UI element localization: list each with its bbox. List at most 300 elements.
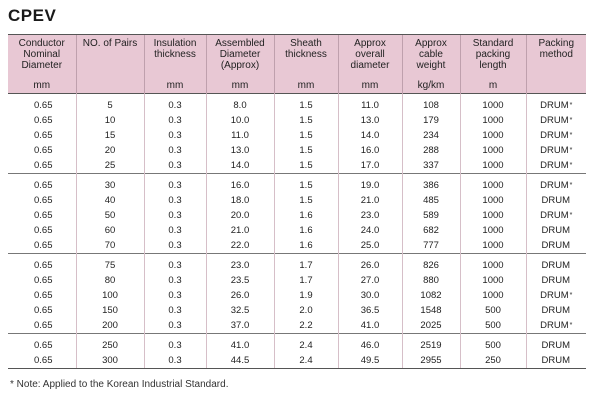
- cell-value: 25: [104, 160, 116, 171]
- table-cell: [526, 143, 586, 158]
- table-cell: [460, 318, 526, 334]
- cell-value: 1.9: [299, 290, 313, 301]
- table-cell: [144, 238, 206, 254]
- cell-value: 500: [485, 340, 501, 351]
- cell-value: 0.3: [168, 100, 182, 111]
- table-cell: [338, 353, 402, 368]
- column-header: Conductor Nominal Diameter: [8, 35, 76, 77]
- table-cell: [206, 208, 274, 223]
- cell-value: 179: [423, 115, 439, 126]
- cell-value: 485: [423, 195, 439, 206]
- table-cell: [206, 128, 274, 143]
- table-cell: [8, 143, 76, 158]
- cell-value: 386: [423, 180, 439, 191]
- cell-value: 13.0: [360, 115, 380, 126]
- cell-value: 1000: [482, 225, 504, 236]
- table-cell: [526, 174, 586, 194]
- header-label-row: [8, 35, 586, 77]
- cell-value: DRUM: [540, 115, 569, 126]
- cell-value: 826: [423, 260, 439, 271]
- cell-value: 2.4: [299, 340, 313, 351]
- table-row: [8, 353, 586, 368]
- page-title: CPEV: [8, 6, 57, 25]
- cell-value: 1000: [482, 195, 504, 206]
- cell-value: 5: [107, 100, 113, 111]
- table-cell: [206, 273, 274, 288]
- table-cell: [402, 223, 460, 238]
- table-cell: [206, 94, 274, 114]
- table-cell: [338, 158, 402, 174]
- table-cell: [144, 143, 206, 158]
- table-row: [8, 273, 586, 288]
- table-cell: [8, 353, 76, 368]
- table-cell: [526, 353, 586, 368]
- table-cell: [274, 128, 338, 143]
- table-cell: [338, 254, 402, 274]
- cell-value: DRUM: [541, 275, 570, 286]
- cable-spec-table: [8, 35, 586, 368]
- table-cell: [8, 193, 76, 208]
- table-cell: [206, 193, 274, 208]
- standard-marker: *: [569, 132, 573, 139]
- column-header: Assembled Diameter (Approx): [206, 35, 274, 77]
- cell-value: 24.0: [360, 225, 380, 236]
- header-unit-row: [8, 77, 586, 94]
- cell-value: 0.65: [34, 290, 53, 301]
- table-cell: [402, 334, 460, 354]
- table-cell: [338, 273, 402, 288]
- standard-marker: *: [569, 162, 573, 169]
- cell-value: 200: [102, 320, 118, 331]
- table-cell: [144, 94, 206, 114]
- cell-value: 500: [485, 305, 501, 316]
- cell-value: 0.65: [34, 160, 53, 171]
- table-cell: [526, 254, 586, 274]
- table-cell: [144, 113, 206, 128]
- table-cell: [8, 174, 76, 194]
- cell-value: 1.5: [299, 115, 313, 126]
- column-header: Approx overall diameter: [338, 35, 402, 77]
- table-cell: [144, 273, 206, 288]
- cell-value: 20: [104, 145, 116, 156]
- column-unit: kg/km: [402, 77, 460, 94]
- table-cell: [460, 113, 526, 128]
- cell-value: DRUM: [541, 305, 570, 316]
- column-header: Packing method: [526, 35, 586, 77]
- cell-value: 0.3: [168, 290, 182, 301]
- cell-value: 0.65: [34, 210, 53, 221]
- cell-value: 1000: [482, 145, 504, 156]
- table-cell: [206, 318, 274, 334]
- cell-value: 100: [102, 290, 118, 301]
- cell-value: 1000: [482, 290, 504, 301]
- cell-value: 1.6: [299, 225, 313, 236]
- table-row: [8, 303, 586, 318]
- cell-value: 16.0: [360, 145, 380, 156]
- table-cell: [274, 113, 338, 128]
- column-header: Standard packing length: [460, 35, 526, 77]
- table-cell: [526, 113, 586, 128]
- cell-value: 0.3: [168, 240, 182, 251]
- cell-value: DRUM: [540, 145, 569, 156]
- table-cell: [274, 273, 338, 288]
- table-cell: [338, 143, 402, 158]
- cell-value: 1.5: [299, 145, 313, 156]
- table-cell: [526, 238, 586, 254]
- table-cell: [338, 238, 402, 254]
- row-group: [8, 94, 586, 174]
- table-cell: [460, 353, 526, 368]
- table-cell: [8, 303, 76, 318]
- table-cell: [338, 128, 402, 143]
- column-unit: mm: [274, 77, 338, 94]
- cell-value: 1.6: [299, 240, 313, 251]
- table-cell: [338, 223, 402, 238]
- table-cell: [460, 273, 526, 288]
- cell-value: 1.5: [299, 130, 313, 141]
- column-unit: m: [460, 77, 526, 94]
- table-row: [8, 223, 586, 238]
- cell-value: 18.0: [230, 195, 250, 206]
- cell-value: 0.3: [168, 320, 182, 331]
- cell-value: DRUM: [540, 160, 569, 171]
- table-cell: [76, 174, 144, 194]
- cell-value: 36.5: [360, 305, 380, 316]
- cell-value: 0.65: [34, 100, 53, 111]
- cell-value: 1082: [420, 290, 442, 301]
- cell-value: DRUM: [541, 240, 570, 251]
- table-cell: [144, 353, 206, 368]
- table-cell: [526, 193, 586, 208]
- column-header: Approx cable weight: [402, 35, 460, 77]
- table-cell: [206, 223, 274, 238]
- cell-value: 1000: [482, 260, 504, 271]
- table-cell: [274, 193, 338, 208]
- table-cell: [274, 174, 338, 194]
- table-cell: [144, 318, 206, 334]
- table-row: [8, 193, 586, 208]
- cell-value: 26.0: [230, 290, 250, 301]
- column-unit: mm: [206, 77, 274, 94]
- table-cell: [206, 254, 274, 274]
- table-cell: [76, 334, 144, 354]
- cell-value: 0.3: [168, 130, 182, 141]
- column-header: NO. of Pairs: [76, 35, 144, 77]
- table-row: [8, 128, 586, 143]
- table-cell: [526, 223, 586, 238]
- table-cell: [402, 318, 460, 334]
- footnote: * Note: Applied to the Korean Industrial Standard.: [10, 379, 229, 390]
- cell-value: DRUM: [540, 180, 569, 191]
- table-cell: [274, 318, 338, 334]
- cell-value: 1000: [482, 210, 504, 221]
- cell-value: 0.65: [34, 305, 53, 316]
- cell-value: 0.3: [168, 260, 182, 271]
- table-cell: [8, 318, 76, 334]
- table-cell: [274, 208, 338, 223]
- table-cell: [402, 254, 460, 274]
- cell-value: 1.6: [299, 210, 313, 221]
- cell-value: 0.3: [168, 195, 182, 206]
- table-cell: [460, 128, 526, 143]
- cell-value: 1.7: [299, 275, 313, 286]
- standard-marker: *: [569, 182, 573, 189]
- cell-value: 300: [102, 355, 118, 366]
- cell-value: 234: [423, 130, 439, 141]
- table-row: [8, 318, 586, 334]
- table-cell: [144, 128, 206, 143]
- table-cell: [76, 193, 144, 208]
- cell-value: 1.5: [299, 180, 313, 191]
- cell-value: 1000: [482, 115, 504, 126]
- cell-value: 0.65: [34, 225, 53, 236]
- table-cell: [526, 303, 586, 318]
- cell-value: 1000: [482, 100, 504, 111]
- standard-marker: *: [569, 212, 573, 219]
- table-cell: [402, 238, 460, 254]
- row-group: [8, 254, 586, 334]
- column-unit: [76, 77, 144, 94]
- row-group: [8, 334, 586, 369]
- table-cell: [8, 223, 76, 238]
- table-cell: [76, 318, 144, 334]
- table-cell: [76, 288, 144, 303]
- table-cell: [338, 193, 402, 208]
- table-cell: [274, 353, 338, 368]
- table-cell: [8, 208, 76, 223]
- table-cell: [338, 288, 402, 303]
- table-cell: [402, 288, 460, 303]
- table-cell: [8, 238, 76, 254]
- table-cell: [8, 288, 76, 303]
- table-cell: [76, 223, 144, 238]
- cell-value: 14.0: [230, 160, 250, 171]
- cell-value: 80: [104, 275, 116, 286]
- table-cell: [206, 288, 274, 303]
- cell-value: 0.65: [34, 340, 53, 351]
- table-cell: [402, 143, 460, 158]
- cell-value: 32.5: [230, 305, 250, 316]
- column-unit: mm: [144, 77, 206, 94]
- table-cell: [76, 94, 144, 114]
- table-row: [8, 158, 586, 174]
- table-cell: [274, 143, 338, 158]
- cell-value: 250: [102, 340, 118, 351]
- cell-value: 1000: [482, 160, 504, 171]
- cell-value: 17.0: [360, 160, 380, 171]
- table-cell: [460, 174, 526, 194]
- cell-value: 60: [104, 225, 116, 236]
- cell-value: 0.65: [34, 115, 53, 126]
- cell-value: 0.65: [34, 145, 53, 156]
- table-cell: [460, 143, 526, 158]
- standard-marker: *: [569, 147, 573, 154]
- table-cell: [206, 143, 274, 158]
- cell-value: 777: [423, 240, 439, 251]
- table-cell: [206, 334, 274, 354]
- cell-value: 0.65: [34, 355, 53, 366]
- table-cell: [460, 223, 526, 238]
- cell-value: DRUM: [541, 355, 570, 366]
- table-row: [8, 143, 586, 158]
- table-cell: [338, 303, 402, 318]
- cell-value: 0.3: [168, 145, 182, 156]
- table-cell: [76, 353, 144, 368]
- table-cell: [402, 94, 460, 114]
- cell-value: 250: [485, 355, 501, 366]
- cell-value: 16.0: [230, 180, 250, 191]
- standard-marker: *: [569, 322, 573, 329]
- table-cell: [144, 158, 206, 174]
- standard-marker: *: [569, 292, 573, 299]
- cell-value: DRUM: [541, 340, 570, 351]
- table-cell: [206, 113, 274, 128]
- table-cell: [460, 288, 526, 303]
- table-cell: [76, 303, 144, 318]
- cell-value: 1000: [482, 130, 504, 141]
- cell-value: 23.0: [360, 210, 380, 221]
- column-header: Sheath thickness: [274, 35, 338, 77]
- cell-value: 11.0: [361, 100, 379, 111]
- table-row: [8, 238, 586, 254]
- table-cell: [338, 174, 402, 194]
- cell-value: 11.0: [231, 130, 249, 141]
- cell-value: 0.65: [34, 275, 53, 286]
- table-row: [8, 94, 586, 114]
- table-cell: [402, 193, 460, 208]
- column-unit: mm: [8, 77, 76, 94]
- cell-value: 150: [102, 305, 118, 316]
- cell-value: 49.5: [360, 355, 380, 366]
- table-cell: [76, 128, 144, 143]
- table-cell: [460, 238, 526, 254]
- table-cell: [8, 334, 76, 354]
- cell-value: 2.4: [299, 355, 313, 366]
- table-cell: [76, 208, 144, 223]
- table-cell: [274, 288, 338, 303]
- table-cell: [206, 158, 274, 174]
- cell-value: 1000: [482, 180, 504, 191]
- table-cell: [460, 94, 526, 114]
- cell-value: 0.3: [168, 180, 182, 191]
- cell-value: 21.0: [230, 225, 250, 236]
- cell-value: DRUM: [540, 290, 569, 301]
- cell-value: 0.65: [34, 260, 53, 271]
- cell-value: 0.65: [34, 320, 53, 331]
- cell-value: 13.0: [230, 145, 250, 156]
- table-row: [8, 254, 586, 274]
- table-cell: [76, 143, 144, 158]
- table-cell: [274, 254, 338, 274]
- table-cell: [144, 303, 206, 318]
- table-cell: [144, 334, 206, 354]
- table-row: [8, 208, 586, 223]
- cell-value: 23.0: [230, 260, 250, 271]
- table-cell: [460, 193, 526, 208]
- cell-value: 0.3: [168, 115, 182, 126]
- table-cell: [338, 113, 402, 128]
- table-cell: [144, 288, 206, 303]
- table-row: [8, 174, 586, 194]
- cell-value: 0.65: [34, 240, 53, 251]
- cell-value: 41.0: [360, 320, 380, 331]
- table-cell: [402, 208, 460, 223]
- column-unit: mm: [338, 77, 402, 94]
- table-cell: [206, 174, 274, 194]
- cell-value: DRUM: [541, 195, 570, 206]
- cell-value: 44.5: [230, 355, 250, 366]
- cell-value: 25.0: [360, 240, 380, 251]
- table-cell: [274, 238, 338, 254]
- table-cell: [76, 238, 144, 254]
- cell-value: DRUM: [540, 210, 569, 221]
- cell-value: 27.0: [360, 275, 380, 286]
- table-cell: [8, 113, 76, 128]
- cell-value: 337: [423, 160, 439, 171]
- cell-value: 880: [423, 275, 439, 286]
- table-cell: [460, 208, 526, 223]
- table-cell: [402, 273, 460, 288]
- table-cell: [206, 303, 274, 318]
- table-cell: [526, 208, 586, 223]
- table-cell: [8, 254, 76, 274]
- table-cell: [76, 254, 144, 274]
- cell-value: 20.0: [230, 210, 250, 221]
- table-cell: [144, 254, 206, 274]
- cell-value: 0.3: [168, 210, 182, 221]
- table-cell: [526, 94, 586, 114]
- table-header: [8, 35, 586, 94]
- table-cell: [338, 318, 402, 334]
- table-cell: [274, 334, 338, 354]
- cell-value: 37.0: [230, 320, 250, 331]
- cell-value: 1.7: [299, 260, 313, 271]
- table-cell: [460, 254, 526, 274]
- cell-value: 1548: [420, 305, 442, 316]
- table-cell: [338, 334, 402, 354]
- table-cell: [144, 193, 206, 208]
- cell-value: 1000: [482, 275, 504, 286]
- table-cell: [526, 318, 586, 334]
- table-cell: [8, 128, 76, 143]
- cell-value: DRUM: [540, 320, 569, 331]
- cell-value: 2.2: [299, 320, 313, 331]
- cell-value: DRUM: [541, 260, 570, 271]
- row-group: [8, 174, 586, 254]
- table-cell: [460, 158, 526, 174]
- table-cell: [402, 128, 460, 143]
- cell-value: 682: [423, 225, 439, 236]
- table-cell: [144, 223, 206, 238]
- table-cell: [8, 158, 76, 174]
- table-cell: [402, 113, 460, 128]
- table-cell: [460, 303, 526, 318]
- cell-value: 14.0: [360, 130, 380, 141]
- cell-value: 1.5: [299, 160, 313, 171]
- cell-value: 19.0: [360, 180, 380, 191]
- cell-value: 0.3: [168, 340, 182, 351]
- table-row: [8, 288, 586, 303]
- cell-value: 0.3: [168, 225, 182, 236]
- cell-value: 21.0: [360, 195, 380, 206]
- table-cell: [274, 158, 338, 174]
- cell-value: 0.65: [34, 195, 53, 206]
- cell-value: 1000: [482, 240, 504, 251]
- cell-value: 46.0: [360, 340, 380, 351]
- cell-value: 589: [423, 210, 439, 221]
- cell-value: 22.0: [230, 240, 250, 251]
- cell-value: 23.5: [230, 275, 250, 286]
